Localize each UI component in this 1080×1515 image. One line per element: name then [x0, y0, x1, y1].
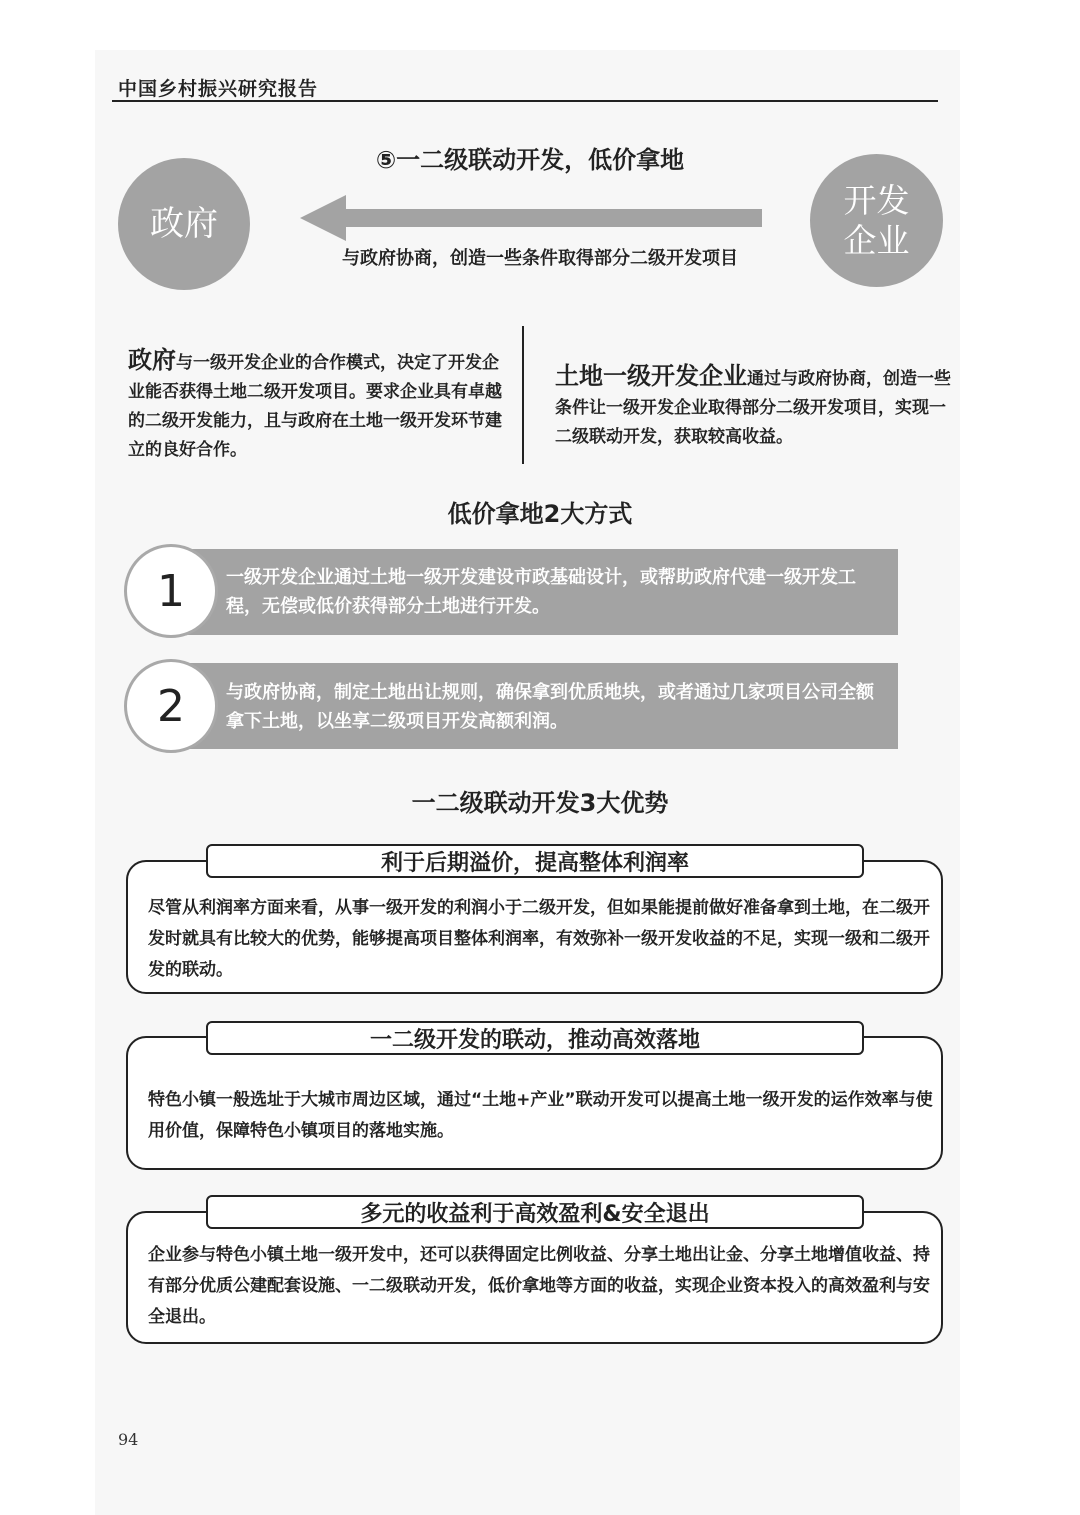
developer-label: 开发企业 — [843, 180, 910, 260]
method-text-2: 与政府协商，制定土地出让规则，确保拿到优质地块，或者通过几家项目公司全额拿下土地，以坐享二级项目开发高额利润。 — [226, 682, 874, 732]
developer-circle — [810, 154, 943, 287]
advantage-label-1: 利于后期溢价，提高整体利润率 — [206, 844, 864, 878]
advantage-text-3: 企业参与特色小镇土地一级开发中，还可以获得固定比例收益、分享土地出让金、分享土地增值收益、持有部分优质公建配套设施、一二级联动开发，低价拿地等方面的收益，实现企业资本投入的高效盈利与安全退出。 — [148, 1245, 930, 1327]
advantage-text-2: 特色小镇一般选址于大城市周边区域，通过“土地+产业”联动开发可以提高土地一级开发的运作效率与使用价值，保障特色小镇项目的落地实施。 — [148, 1090, 933, 1141]
government-label: 政府 — [150, 203, 218, 244]
header-rule — [112, 100, 938, 102]
method-text-1: 一级开发企业通过土地一级开发建设市政基础设计，或帮助政府代建一级开发工程，无偿或低价获得部分土地进行开发。 — [226, 567, 856, 617]
government-description-text: 与一级开发企业的合作模式，决定了开发企业能否获得土地二级开发项目。要求企业具有卓越的二级开发能力，且与政府在土地一级开发环节建立的良好合作。 — [128, 353, 502, 460]
methods-title: 低价拿地2大方式 — [447, 500, 633, 528]
running-header-title: 中国乡村振兴研究报告 — [118, 78, 319, 100]
method-number-1: 1 — [124, 544, 218, 638]
left-arrow-icon — [300, 195, 762, 241]
flow-title: ⑤一二级联动开发，低价拿地 — [375, 146, 685, 174]
flow-caption: 与政府协商，创造一些条件取得部分二级开发项目 — [342, 248, 738, 269]
vertical-divider — [522, 326, 524, 464]
page-number: 94 — [118, 1430, 139, 1449]
developer-description-text: 通过与政府协商，创造一些条件让一级开发企业取得部分二级开发项目，实现一二级联动开发，获取较高收益。 — [555, 369, 951, 447]
government-circle — [118, 158, 250, 290]
advantage-text-1: 尽管从利润率方面来看，从事一级开发的利润小于二级开发，但如果能提前做好准备拿到土地，在二级开发时就具有比较大的优势，能够提高项目整体利润率，有效弥补一级开发收益的不足，实现一级和二级开发的联动。 — [148, 898, 930, 980]
government-description — [128, 346, 508, 465]
advantages-title: 一二级联动开发3大优势 — [411, 789, 669, 817]
advantage-label-3: 多元的收益利于高效盈利&安全退出 — [206, 1195, 864, 1229]
advantage-label-2: 一二级开发的联动，推动高效落地 — [206, 1021, 864, 1055]
method-number-2: 2 — [124, 659, 218, 753]
developer-description — [555, 362, 955, 452]
developer-description-lead: 土地一级开发企业 — [555, 362, 747, 390]
government-description-lead: 政府 — [128, 346, 176, 374]
